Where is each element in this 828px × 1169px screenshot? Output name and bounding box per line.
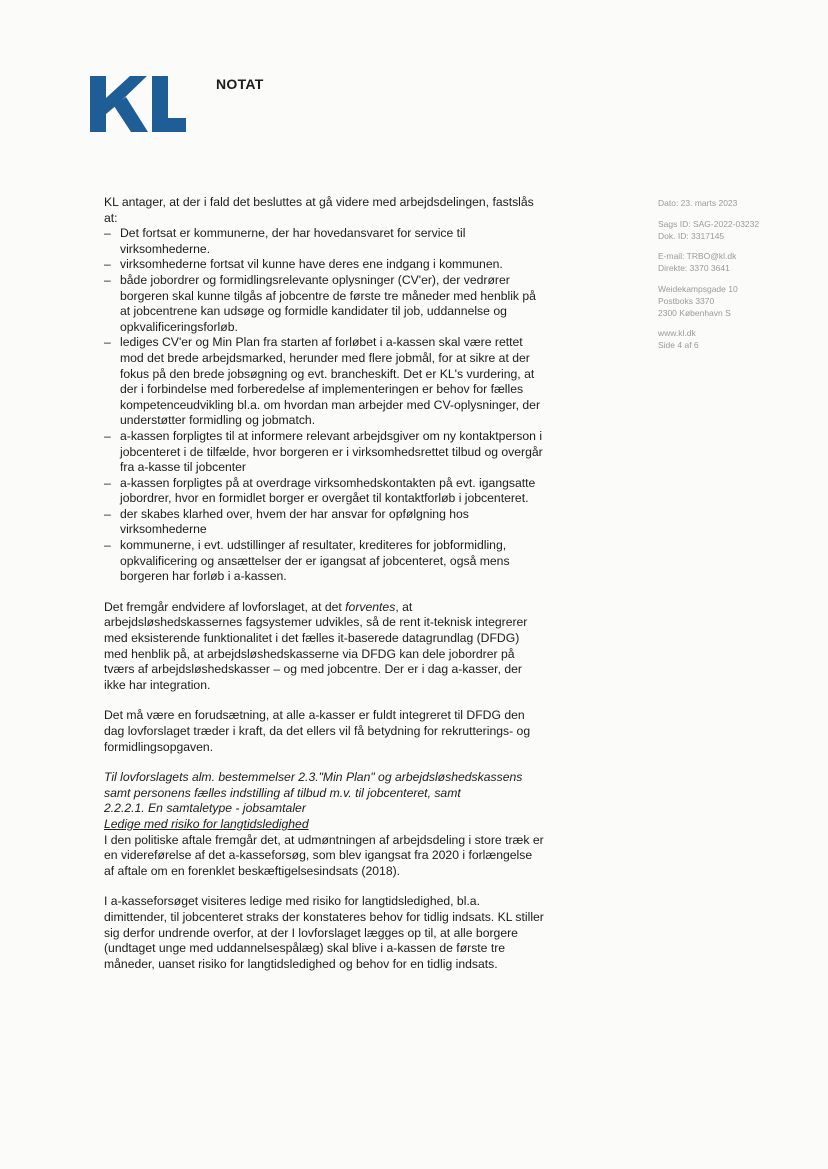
integration-paragraph: Det må være en forudsætning, at alle a-kasser er fuldt integreret til DFDG den dag lovforslaget træder i kraft, da det ellers vil få betydning for rekrutterings- og formidlingsopgaven. — [104, 708, 531, 754]
political-agreement-paragraph: I den politiske aftale fremgår det, at udmøntningen af arbejdsdeling i store træk er en videreførelse af det a-kasseforsøg, som blev igangsat fra 2020 i forlængelse af aftale om en forenklet beskæftigelsesindsats (2018). — [104, 832, 544, 878]
list-item: – både jobordrer og formidlingsrelevante oplysninger (CV'er), der vedrører borgeren skal kunne tilgås af jobcentre de første tre måneder med henblik på at jobcentrene kan udsøge og formidle kandidater til job, uddannelse og opkvalificeringsforløb. — [104, 273, 544, 335]
kl-logo — [90, 76, 186, 132]
trial-paragraph: I a-kasseforsøget visiteres ledige med risiko for langtidsledighed, bl.a. dimittender, til jobcenteret straks der konstateres behov for tidlig indsats. KL stiller sig derfor undrende overfor, at der I lovforslaget lægges op til, at alle borgere (undtaget unge med uddannelsespålæg) skal blive i a-kassen de første tre måneder, uanset risiko for langtidsledighed og behov for en tidlig indsats. — [104, 894, 544, 971]
list-item: – a-kassen forpligtes til at informere relevant arbejdsgiver om ny kontaktperson i jobcenteret i de tilfælde, hvor borgeren er i virksomhedsrettet tilbud og overgår fra a-kasse til jobcenter — [104, 429, 544, 476]
list-item: – Det fortsat er kommunerne, der har hovedansvaret for service til virksomhederne. — [104, 226, 544, 257]
meta-date: Dato: 23. marts 2023 — [658, 198, 738, 208]
section-reference — [104, 770, 544, 832]
list-item: – virksomhederne fortsat vil kunne have deres ene indgang i kommunen. — [104, 257, 544, 273]
meta-address-line-3: 2300 København S — [658, 307, 731, 318]
meta-case-id: Sags ID: SAG-2022-03232 — [658, 218, 760, 229]
meta-email: E-mail: TRBO@kl.dk — [658, 251, 737, 262]
intro-paragraph: KL antager, at der i fald det besluttes at gå videre med arbejdsdelingen, fastslås at: — [104, 195, 534, 225]
meta-sidebar — [658, 198, 808, 352]
section-subheading: Ledige med risiko for langtidsledighed — [104, 816, 309, 831]
meta-page-number: Side 4 af 6 — [658, 340, 699, 351]
meta-direct-phone: Direkte: 3370 3641 — [658, 263, 730, 274]
kl-logo-k-lower-leg — [114, 97, 148, 132]
section-reference-line: 2.2.2.1. En samtaletype - jobsamtaler — [104, 801, 306, 816]
kl-logo-k-stem — [90, 76, 106, 132]
list-item: – lediges CV'er og Min Plan fra starten af forløbet i a-kassen skal være rettet mod det brede arbejdsmarked, herunder med flere jobmål, for at sikre at der fokus på den brede jobsøgning og evt. brancheskift. Det er KL's vurdering, at der i forbindelse med forberedelse af implementeringen er behov for fælles kompetenceudvikling bl.a. om hvordan man arbejder med CV-oplysninger, der understøtter formidling og jobmatch. — [104, 335, 544, 429]
meta-doc-id: Dok. ID: 3317145 — [658, 230, 725, 241]
list-item: – kommunerne, i evt. udstillinger af resultater, krediteres for jobformidling, opkvalificering og ansættelser der er igangsat af jobcenteret, også mens borgeren har forløb i a-kassen. — [104, 538, 544, 585]
emphasis-text: forventes — [345, 599, 396, 614]
dfdg-paragraph: Det fremgår endvidere af lovforslaget, at det forventes, at arbejdsløshedskassernes fagsystemer udvikles, så de rent it-teknisk integrerer med eksisterende funktionalitet i det fælles it-baserede datagrundlag (DFDG) med henblik på, at arbejdsløshedskasserne via DFDG kan dele jobordrer på tværs af arbejdsløshedskasser – og med jobcentre. Der er i dag a-kasser, der ikke har integration. — [104, 599, 528, 692]
document-body — [104, 195, 544, 972]
kl-logo-l-stem — [152, 76, 186, 132]
list-item: – der skabes klarhed over, hvem der har ansvar for opfølgning hos virksomhederne — [104, 507, 544, 538]
meta-website: www.kl.dk — [658, 328, 696, 339]
list-item: – a-kassen forpligtes på at overdrage virksomhedskontakten på evt. igangsatte jobordrer, hvor en formidlet borger er overgået til kontaktforløb i jobcenteret. — [104, 476, 544, 507]
meta-address-line-2: Postboks 3370 — [658, 295, 715, 306]
section-reference-line: Til lovforslagets alm. bestemmelser 2.3."Min Plan" og arbejdsløshedskassens samt personens fælles indstilling af tilbud m.v. til jobcenteret, samt — [104, 770, 523, 800]
document-type-label: NOTAT — [216, 76, 264, 92]
meta-address-line-1: Weidekampsgade 10 — [658, 283, 738, 294]
conditions-list — [104, 226, 544, 585]
